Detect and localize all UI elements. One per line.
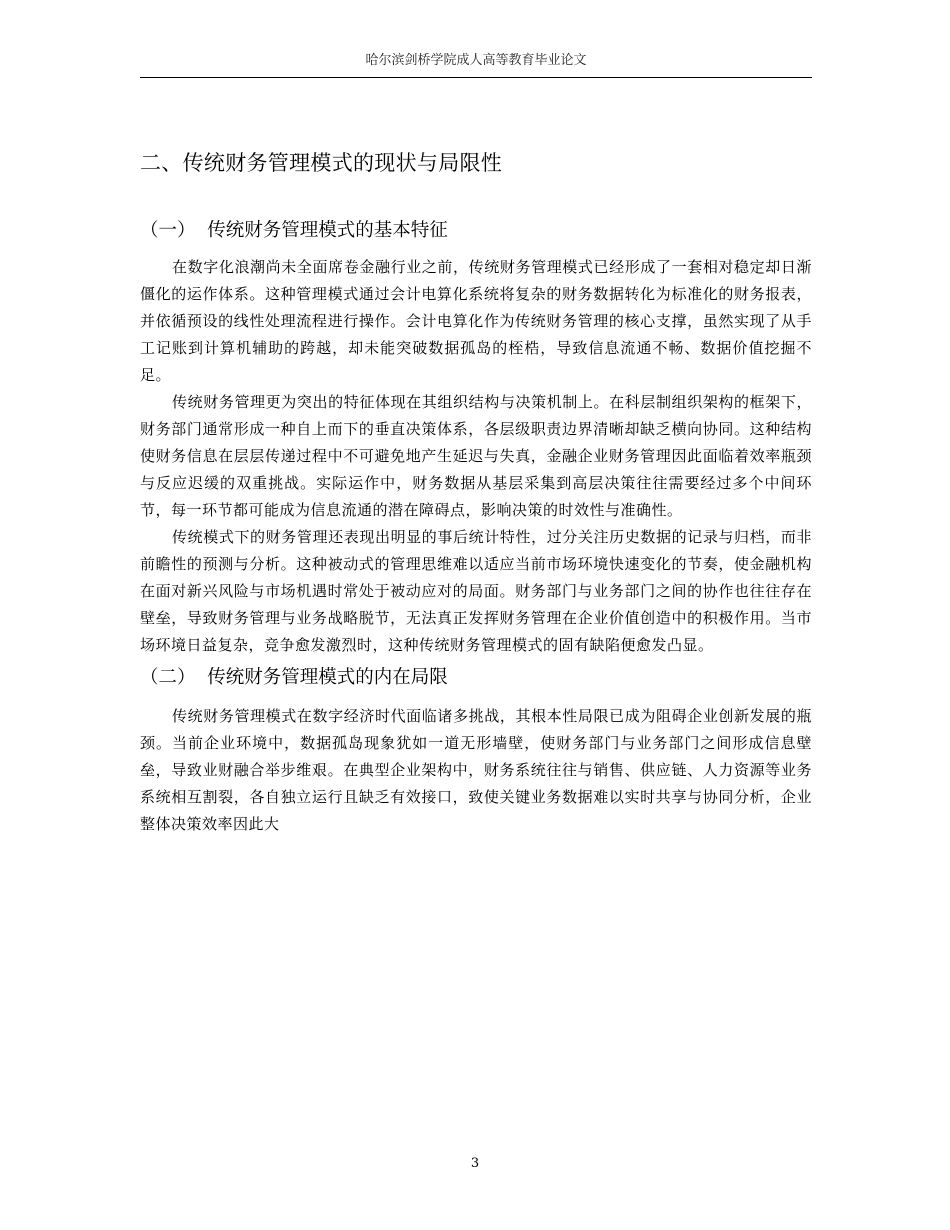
page-body [140, 145, 812, 838]
section-title-1: （一） 传统财务管理模式的基本特征 [140, 220, 448, 241]
paragraph: 传统模式下的财务管理还表现出明显的事后统计特性，过分关注历史数据的记录与归档，而非前瞻性的预测与分析。这种被动式的管理思维难以适应当前市场环境快速变化的节奏，使金融机构在面对新兴风险与市场机遇时常处于被动应对的局面。财务部门与业务部门之间的协作也往往存在壁垒，导致财务管理与业务战略脱节，无法真正发挥财务管理在企业价值创造中的积极作用。当市场环境日益复杂，竞争愈发激烈时，这种传统财务管理模式的固有缺陷便愈发凸显。 [140, 528, 812, 654]
paragraph: 传统财务管理模式在数字经济时代面临诸多挑战，其根本性局限已成为阻碍企业创新发展的瓶颈。当前企业环境中，数据孤岛现象犹如一道无形墙壁，使财务部门与业务部门之间形成信息壁垒，导致业财融合举步维艰。在典型企业架构中，财务系统往往与销售、供应链、人力资源等业务系统相互割裂，各自独立运行且缺乏有效接口，致使关键业务数据难以实时共享与协同分析，企业整体决策效率因此大 [140, 707, 812, 833]
page-number: 3 [470, 1156, 480, 1171]
running-header: 哈尔滨剑桥学院成人高等教育毕业论文 [365, 53, 587, 68]
paragraph: 传统财务管理更为突出的特征体现在其组织结构与决策机制上。在科层制组织架构的框架下，财务部门通常形成一种自上而下的垂直决策体系，各层级职责边界清晰却缺乏横向协同。这种结构使财务信息在层层传递过程中不可避免地产生延迟与失真，金融企业财务管理因此面临着效率瓶颈与反应迟缓的双重挑战。实际运作中，财务数据从基层采集到高层决策往往需要经过多个中间环节，每一环节都可能成为信息流通的潜在障碍点，影响决策的时效性与准确性。 [140, 393, 812, 519]
section-title-2: （二） 传统财务管理模式的内在局限 [140, 667, 448, 688]
header-rule [140, 77, 812, 78]
chapter-title: 二、传统财务管理模式的现状与局限性 [140, 151, 503, 175]
paragraph: 在数字化浪潮尚未全面席卷金融行业之前，传统财务管理模式已经形成了一套相对稳定却日渐僵化的运作体系。这种管理模式通过会计电算化系统将复杂的财务数据转化为标准化的财务报表，并依循预设的线性处理流程进行操作。会计电算化作为传统财务管理的核心支撑，虽然实现了从手工记账到计算机辅助的跨越，却未能突破数据孤岛的桎梏，导致信息流通不畅、数据价值挖掘不足。 [140, 258, 812, 384]
